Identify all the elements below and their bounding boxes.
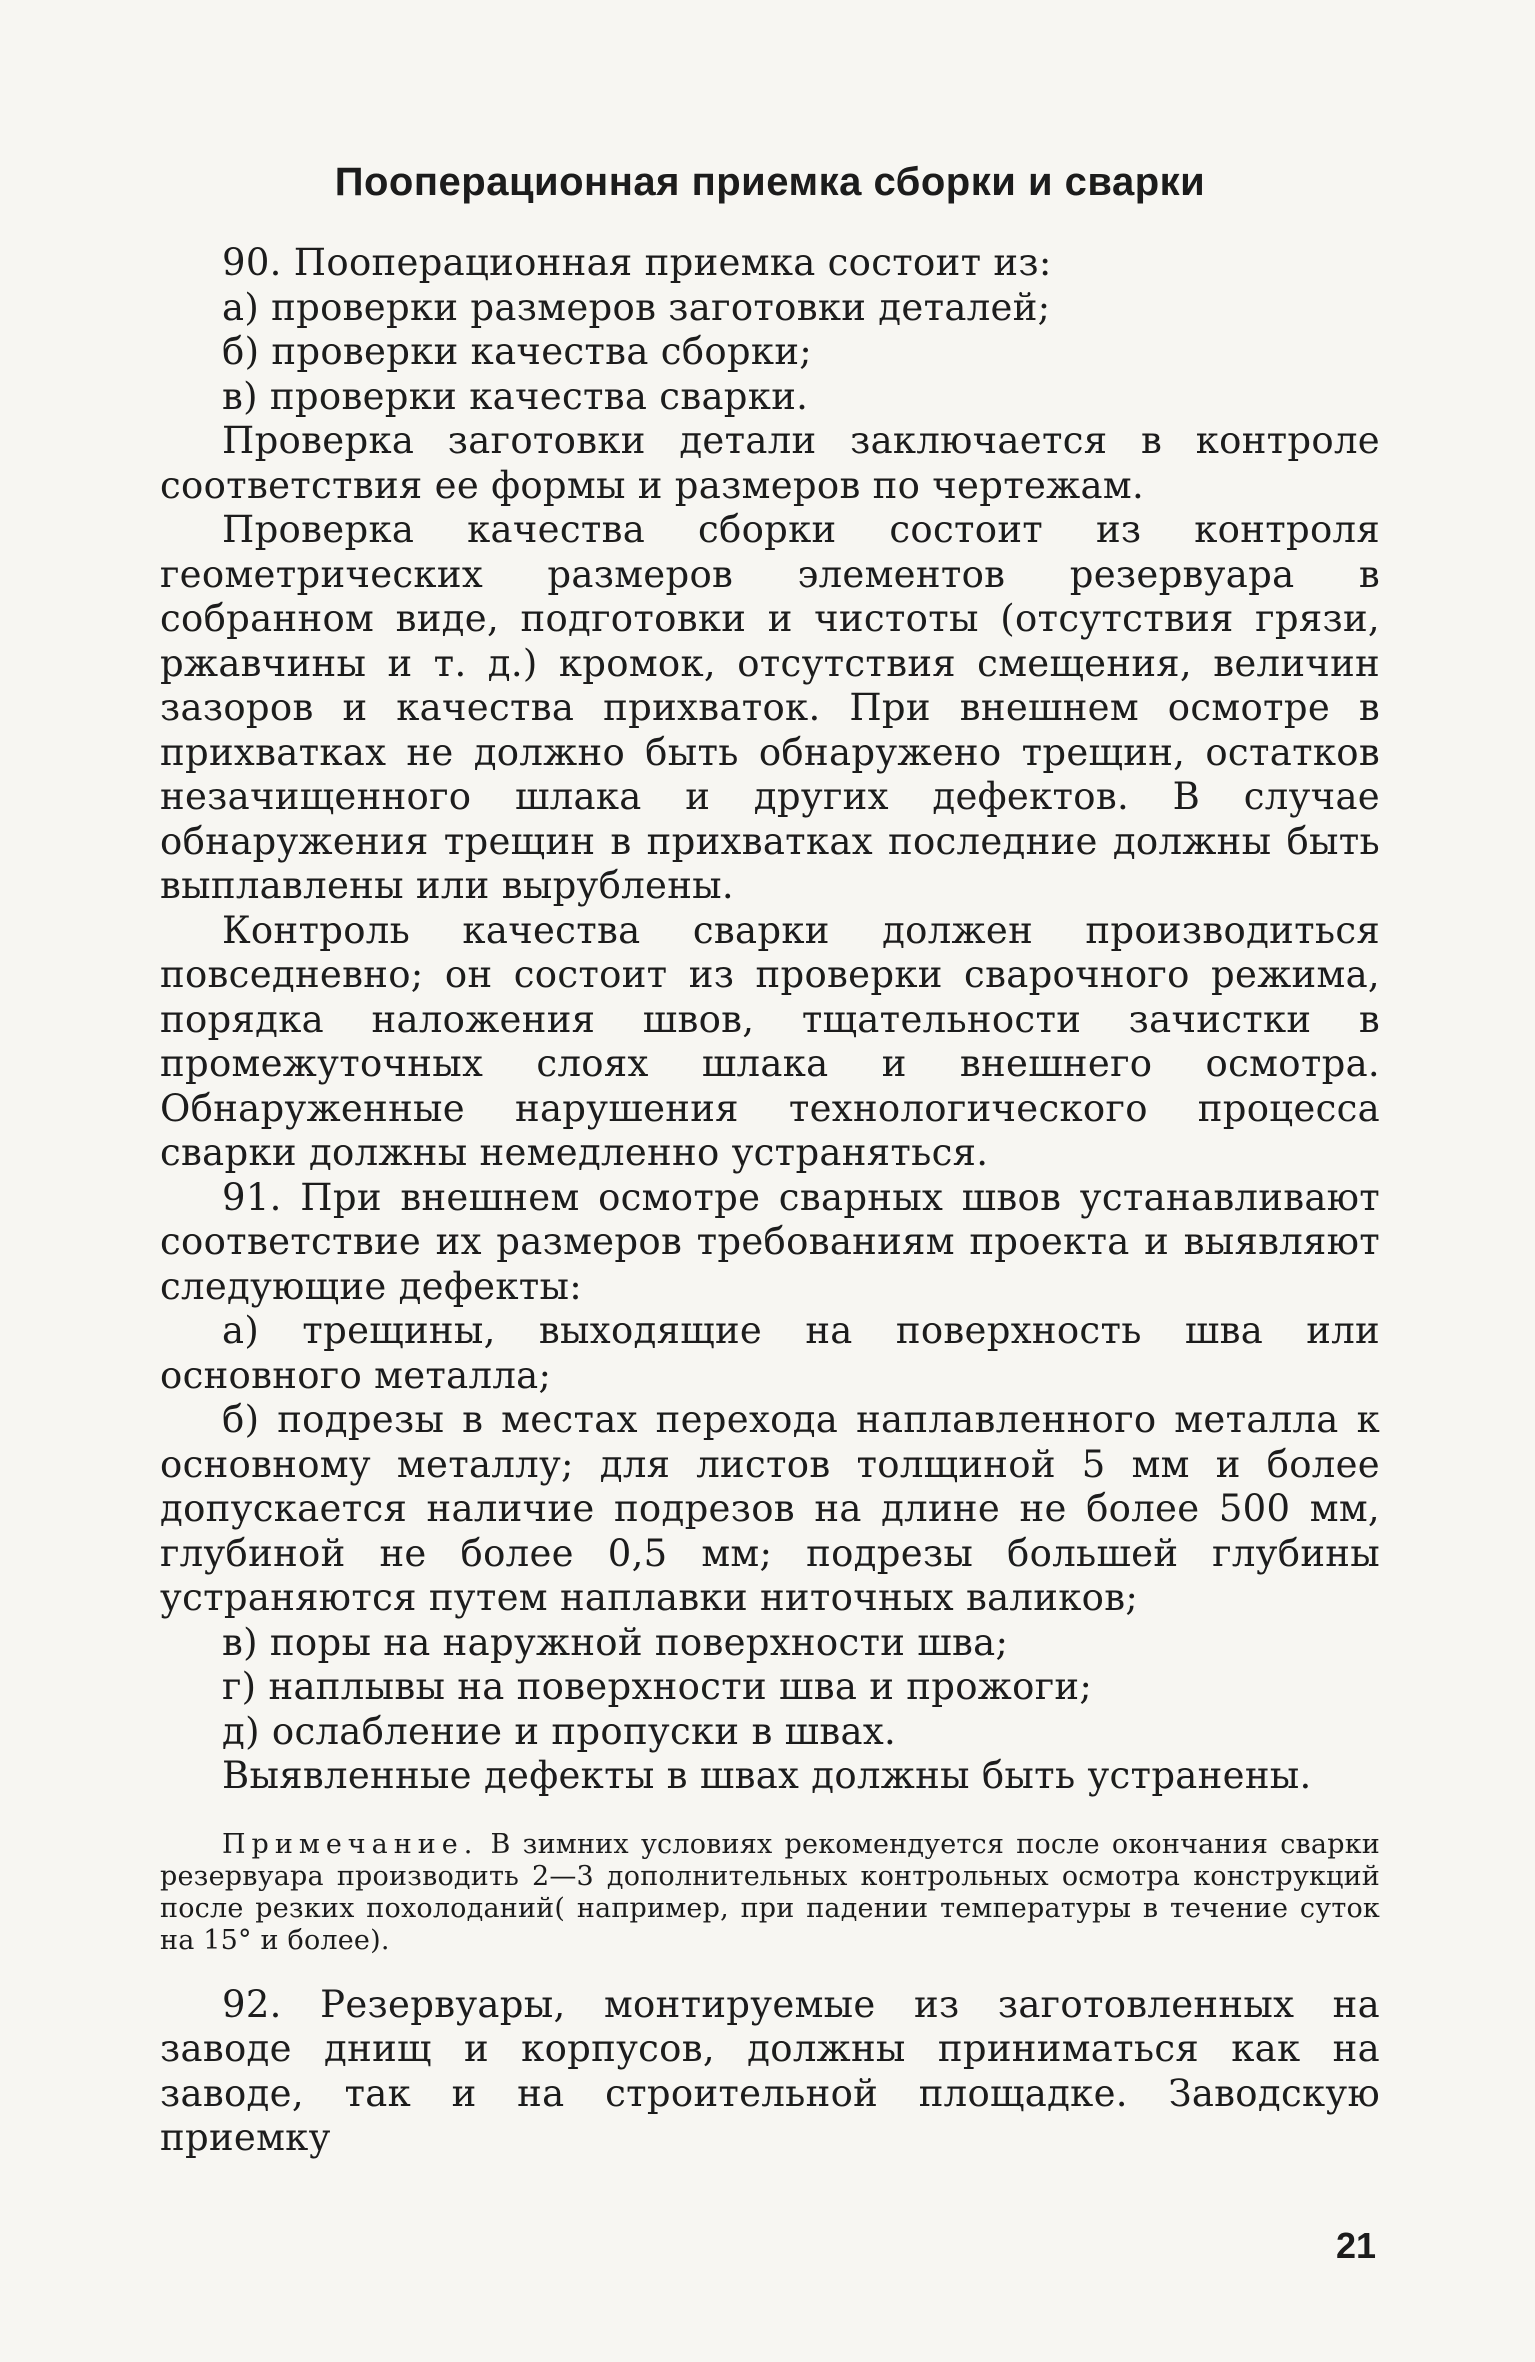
list-item: б) подрезы в местах перехода наплавленного металла к основному металлу; для листов толщиной 5 мм и более допускается наличие подрезов на длине не более 500 мм, глубиной не более 0,5 мм; подрезы большей глубины устраняются путем наплавки ниточных валиков; <box>160 1398 1380 1619</box>
item-91-defect-list <box>160 1309 1380 1754</box>
page-content <box>160 160 1380 2161</box>
list-item: г) наплывы на поверхности шва и прожоги; <box>222 1665 1093 1708</box>
list-item: б) проверки качества сборки; <box>222 330 813 373</box>
item-91-intro: 91. При внешнем осмотре сварных швов устанавливают соответствие их размеров требованиям проекта и выявляют следующие дефекты: <box>160 1175 1380 1308</box>
note-text: В зимних условиях рекомендуется после окончания сварки резервуара производить 2—3 дополнительных контрольных осмотра конструкций после резких похолоданий( например, при падении температуры в течение суток на 15° и более). <box>160 1828 1380 1956</box>
item-92-text: 92. Резервуары, монтируемые из заготовленных на заводе днищ и корпусов, должны приниматься как на заводе, так и на строительной площадке. Заводскую приемку <box>160 1982 1380 2159</box>
paragraph-defects-fixed: Выявленные дефекты в швах должны быть устранены. <box>222 1754 1312 1797</box>
item-90-list <box>160 286 1380 420</box>
list-item: в) поры на наружной поверхности шва; <box>222 1620 1009 1664</box>
list-item: а) проверки размеров заготовки деталей; <box>222 285 1051 329</box>
paragraph-welding-control: Контроль качества сварки должен производиться повседневно; он состоит из проверки сварочного режима, порядка наложения швов, тщательности зачистки в промежуточных слоях шлака и внешнего осмотра. Обнаруженные нарушения технологического процесса сварки должны немедленно устраняться. <box>160 908 1380 1174</box>
item-90-intro: 90. Пооперационная приемка состоит из: <box>222 241 1052 284</box>
paragraph-blank-check: Проверка заготовки детали заключается в контроле соответствия ее формы и размеров по чертежам. <box>160 419 1380 507</box>
list-item: д) ослабление и пропуски в швах. <box>222 1709 897 1753</box>
note-label: Примечание. <box>222 1828 479 1860</box>
list-item: в) проверки качества сварки. <box>222 374 809 418</box>
footnote-remark <box>160 1829 1380 1957</box>
list-item: а) трещины, выходящие на поверхность шва или основного металла; <box>160 1309 1380 1397</box>
page-number: 21 <box>1336 2225 1377 2266</box>
section-heading: Пооперационная приемка сборки и сварки <box>334 160 1206 204</box>
paragraph-assembly-check: Проверка качества сборки состоит из контроля геометрических размеров элементов резервуара в собранном виде, подготовки и чистоты (отсутствия грязи, ржавчины и т. д.) кромок, отсутствия смещения, величин зазоров и качества прихваток. При внешнем осмотре в прихватках не должно быть обнаружено трещин, остатков незачищенного шлака и других дефектов. В случае обнаружения трещин в прихватках последние должны быть выплавлены или вырублены. <box>160 508 1380 907</box>
